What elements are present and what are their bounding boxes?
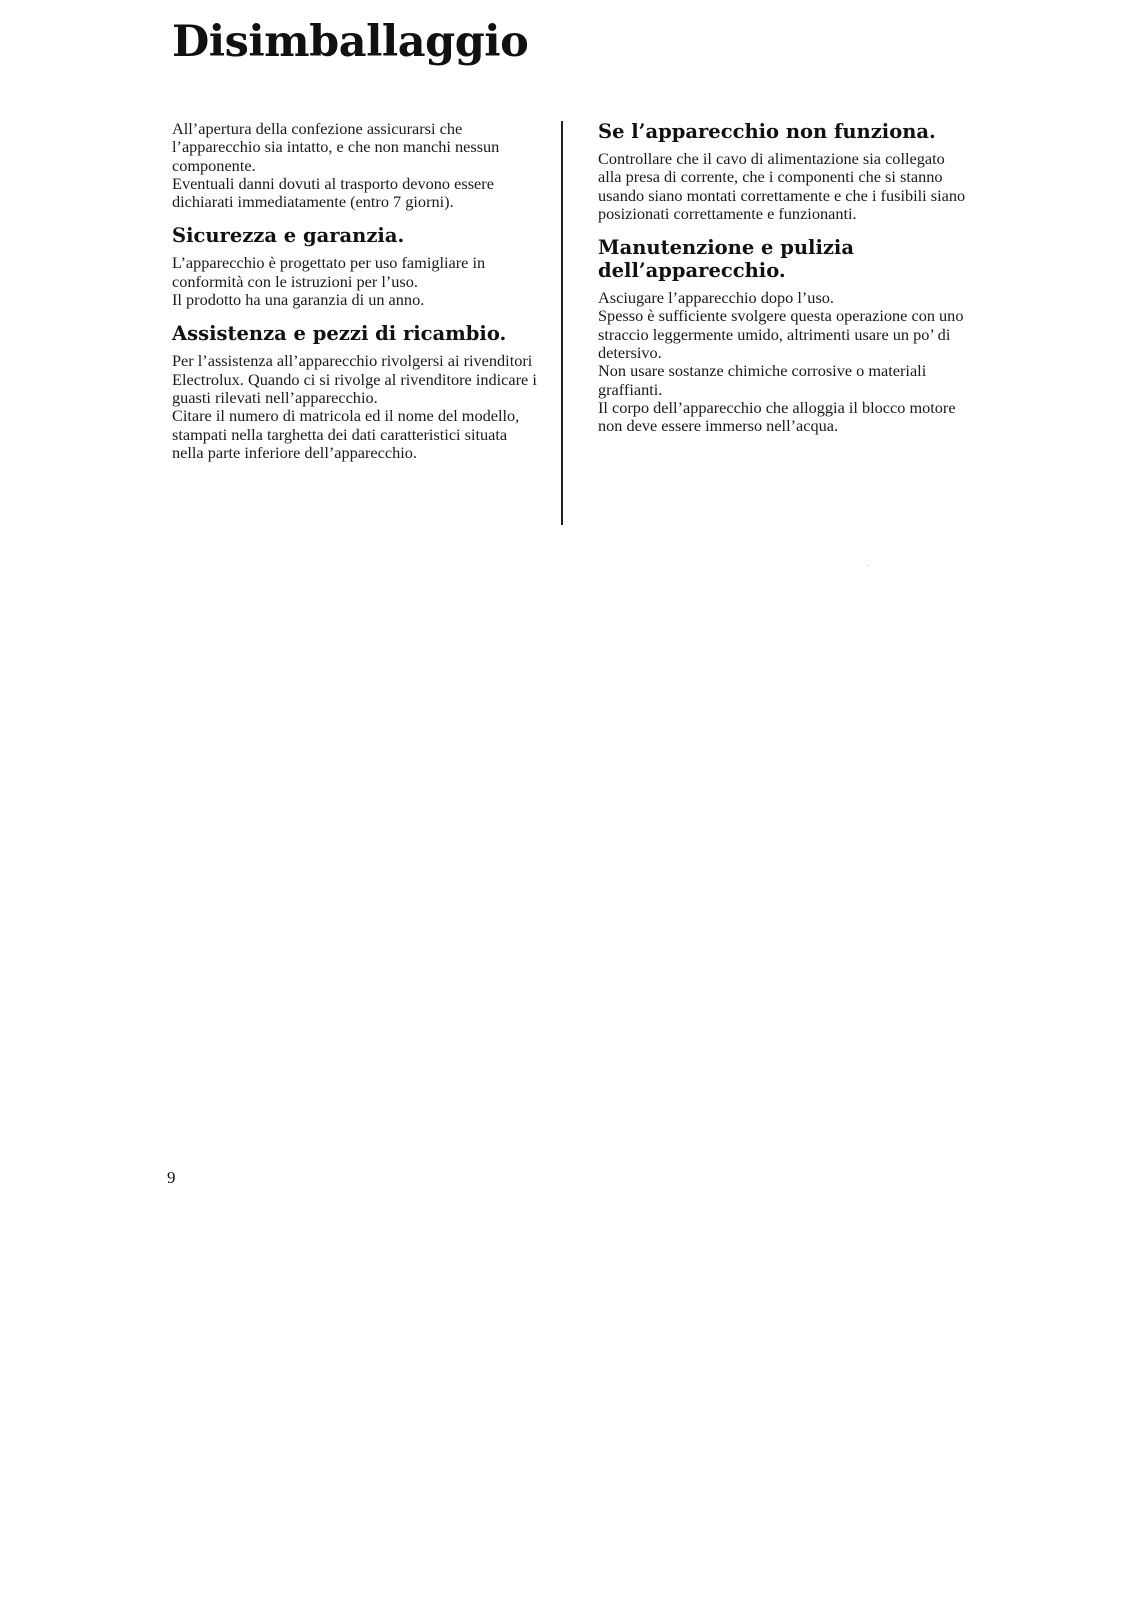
section-assistance-spare-parts [172,322,542,462]
left-column [172,120,542,475]
section-heading: Assistenza e pezzi di ricambio. [172,322,507,346]
paragraph: All’apertura della confezione assicurarsi che l’apparecchio sia intatto, e che non manchi nessun componente. [172,119,500,175]
paragraph: Spesso è sufficiente svolgere questa operazione con uno straccio leggermente umido, altrimenti usare un po’ di detersivo. [598,306,964,363]
paragraph: Eventuali danni dovuti al trasporto devono essere dichiarati immediatamente (entro 7 giorni). [172,173,494,212]
paragraph: Non usare sostanze chimiche corrosive o materiali graffianti. [598,361,927,399]
section-safety-warranty [172,224,542,309]
section-troubleshooting [598,120,968,223]
section-heading: Sicurezza e garanzia. [172,224,405,248]
right-column [598,120,968,449]
scan-speck [868,565,869,566]
section-heading: Manutenzione e pulizia dell’apparecchio. [598,236,854,283]
paragraph: Asciugare l’apparecchio dopo l’uso. [598,288,834,308]
section-maintenance-cleaning [598,236,968,435]
paragraph: L’apparecchio è progettato per uso famigliare in conformità con le istruzioni per l’uso. [172,253,486,291]
paragraph: Il corpo dell’apparecchio che alloggia il blocco motore non deve essere immerso nell’acqua. [598,397,956,436]
column-divider [561,121,563,525]
page-number: 9 [167,1168,176,1187]
paragraph: Controllare che il cavo di alimentazione sia collegato alla presa di corrente, che i componenti che si stanno usando siano montati correttamente e che i fusibili siano posizionati correttamente e funzionanti. [598,149,966,223]
paragraph: Per l’assistenza all’apparecchio rivolgersi ai rivenditori Electrolux. Quando ci si rivolge al rivenditore indicare i guasti rilevati nell’apparecchio. [172,351,537,407]
section-unpacking [172,120,542,211]
page-title: Disimballaggio [172,17,529,67]
paragraph: Il prodotto ha una garanzia di un anno. [172,290,425,310]
section-heading: Se l’apparecchio non funziona. [598,120,936,143]
paragraph: Citare il numero di matricola ed il nome del modello, stampati nella targhetta dei dati caratteristici situata nella parte inferiore dell’apparecchio. [172,406,520,462]
